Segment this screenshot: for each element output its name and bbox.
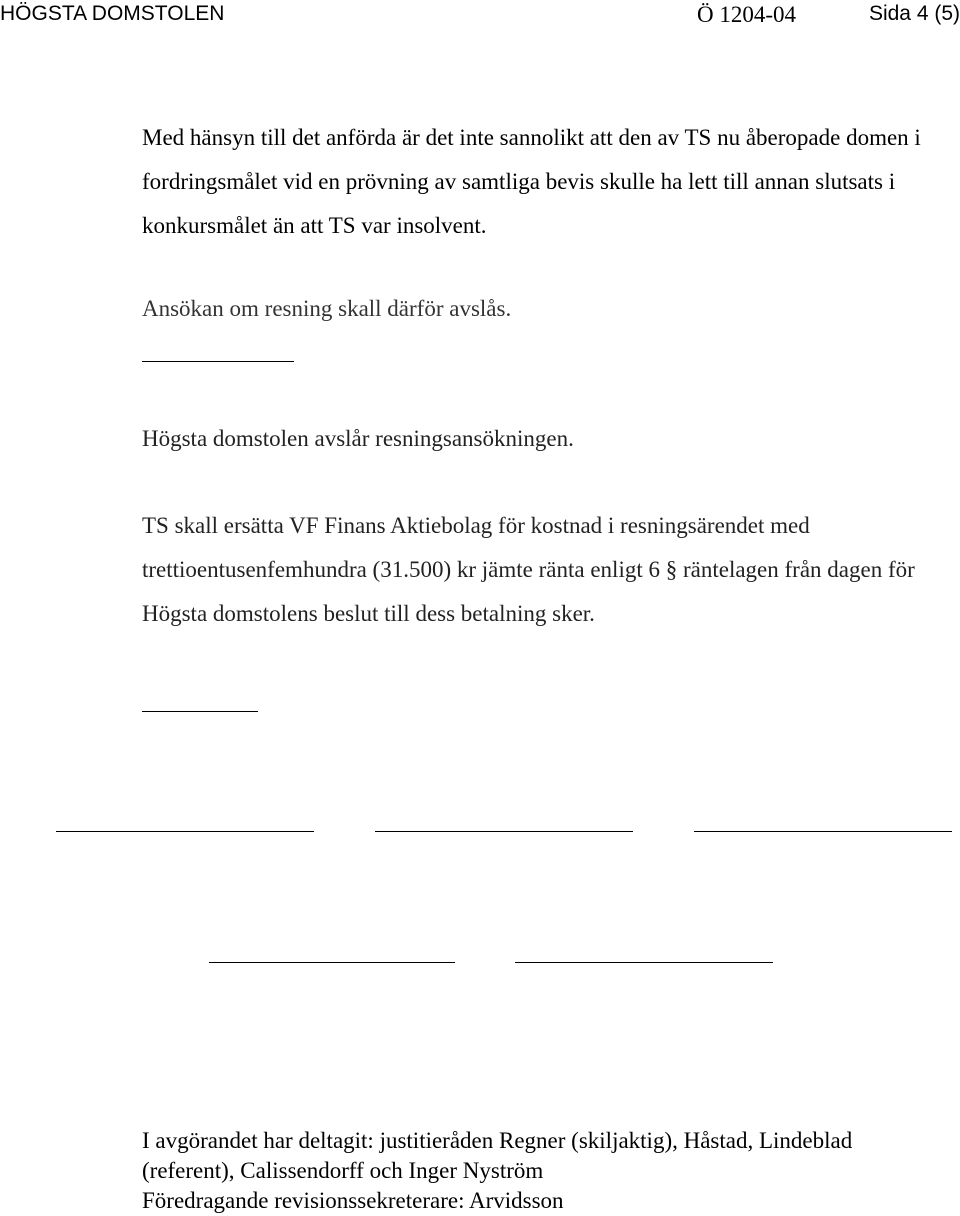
ruling-paragraph: Högsta domstolen avslår resningsansökningen. bbox=[142, 426, 574, 451]
costs-paragraph: TS skall ersätta VF Finans Aktiebolag för kostnad i resningsärendet med trettioentusenfemhundra (31.500) kr jämte ränta enligt 6 § räntelagen från dagen för Högsta domstolens beslut till dess betalning sker. bbox=[142, 513, 915, 626]
separator-line bbox=[142, 711, 258, 712]
rapporteur-line: Föredragande revisionssekreterare: Arvidsson bbox=[142, 1188, 564, 1213]
separator-line bbox=[142, 361, 294, 362]
signature-line bbox=[209, 962, 455, 963]
signature-line bbox=[375, 831, 633, 832]
case-number: Ö 1204-04 bbox=[697, 2, 797, 27]
participants-line: I avgörandet har deltagit: justitieråden Regner (skiljaktig), Håstad, Lindeblad bbox=[142, 1128, 853, 1153]
page-header bbox=[0, 0, 960, 28]
page-number: Sida 4 (5) bbox=[868, 2, 960, 25]
conclusion-paragraph: Ansökan om resning skall därför avslås. bbox=[142, 296, 512, 321]
court-name: HÖGSTA DOMSTOLEN bbox=[0, 2, 225, 25]
reasoning-paragraph: Med hänsyn till det anförda är det inte sannolikt att den av TS nu åberopade domen i fordringsmålet vid en prövning av samtliga bevis skulle ha lett till annan slutsats i konkursmålet än att TS var insolvent. bbox=[142, 125, 921, 238]
signature-line bbox=[515, 962, 773, 963]
signature-line bbox=[56, 831, 314, 832]
participants-footer bbox=[142, 1126, 957, 1216]
participants-line: (referent), Calissendorff och Inger Nyström bbox=[142, 1158, 544, 1183]
signature-line bbox=[694, 831, 952, 832]
